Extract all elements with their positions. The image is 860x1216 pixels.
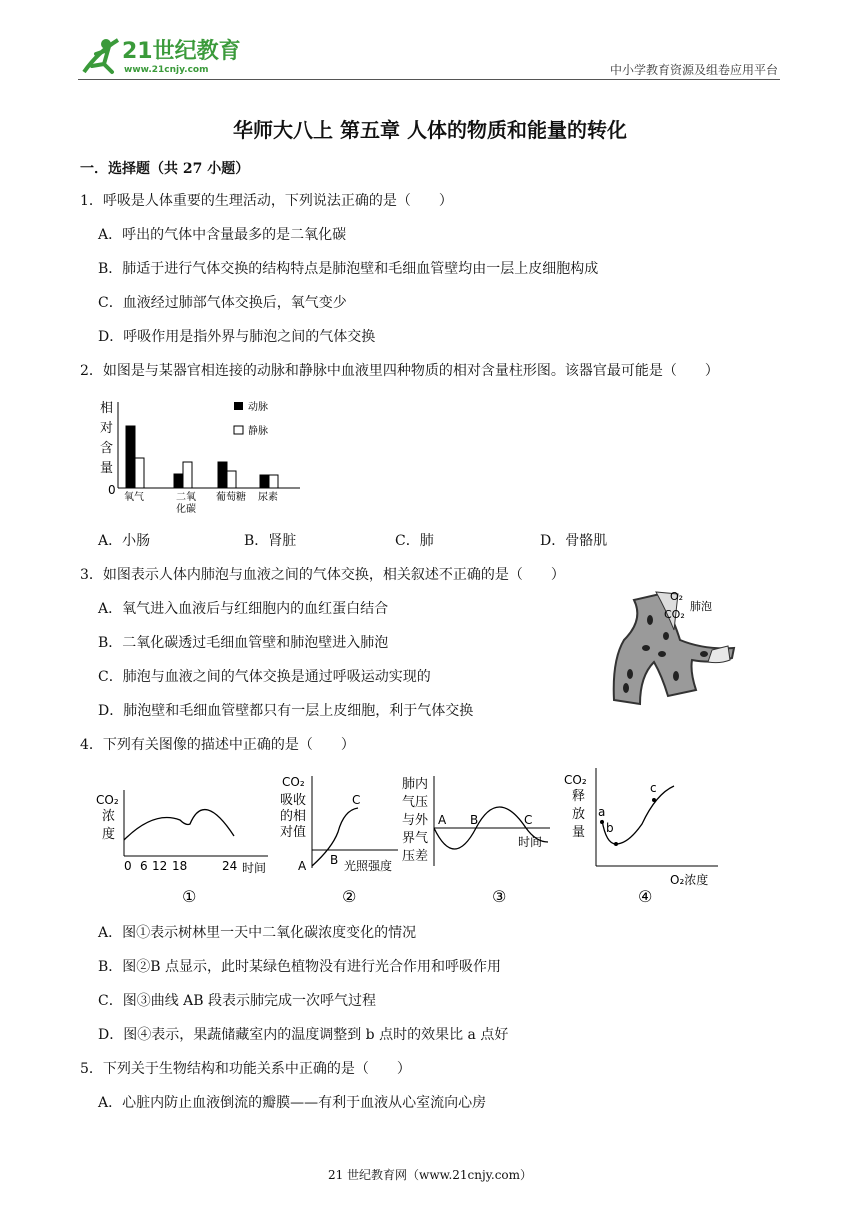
question-1-stem: 1．呼吸是人体重要的生理活动，下列说法正确的是（ ） [80, 193, 453, 209]
header-divider [78, 79, 780, 80]
g4-point-b: b [606, 821, 614, 835]
question-4-option-c: C．图③曲线 AB 段表示肺完成一次呼气过程 [98, 993, 377, 1009]
g4-point-c: c [650, 781, 657, 795]
platform-name: 中小学教育资源及组卷应用平台 [609, 63, 778, 77]
g1-tick-18: 18 [172, 859, 188, 873]
ylabel-char: 量 [100, 461, 114, 476]
q4-graph-4 [562, 764, 732, 906]
question-3-stem: 3．如图表示人体内肺泡与血液之间的气体交换，相关叙述不正确的是（ ） [80, 567, 565, 583]
question-5-stem: 5．下列关于生物结构和功能关系中正确的是（ ） [80, 1061, 411, 1077]
question-4-stem: 4．下列有关图像的描述中正确的是（ ） [80, 737, 355, 753]
question-2-option-c: C．肺 [395, 533, 434, 549]
question-2-option-d: D．骨骼肌 [540, 533, 608, 549]
category-label: 化碳 [176, 504, 196, 515]
g4-ylabel-3: 量 [572, 825, 586, 840]
question-1-option-a: A．呼出的气体中含量最多的是二氧化碳 [98, 227, 347, 243]
g3-point-b: B [470, 813, 479, 827]
g2-caption: ② [342, 887, 357, 906]
legend-swatch-vein [234, 426, 243, 434]
category-label: 葡萄糖 [216, 492, 246, 503]
bar-artery [218, 462, 227, 488]
g2-point-c: C [352, 793, 361, 807]
site-logo [78, 32, 248, 76]
g2-ylabel-1: 吸收 [280, 793, 307, 808]
g3-ylabel-1: 气压 [402, 795, 429, 810]
g2-point-a: A [298, 859, 307, 873]
g1-ylabel-1: 浓 [102, 809, 116, 824]
o2-label: O₂ [670, 590, 684, 603]
g2-xlabel: 光照强度 [344, 859, 393, 873]
q2-bar-chart [96, 396, 316, 520]
q4-graph-3 [402, 770, 554, 906]
legend-label-artery: 动脉 [248, 402, 268, 413]
question-2-option-a: A．小肠 [98, 533, 151, 549]
logo-text: 21世纪教育 [122, 39, 241, 64]
g1-ylabel-2: 度 [102, 827, 116, 842]
question-1-option-b: B．肺适于进行气体交换的结构特点是肺泡壁和毛细血管壁均由一层上皮细胞构成 [98, 261, 599, 277]
g4-ylabel-0: CO₂ [564, 773, 587, 787]
g1-tick-12: 12 [152, 859, 168, 873]
q4-graph-1 [94, 770, 280, 906]
alveolus-label: 肺泡 [690, 600, 712, 613]
ylabel-char: 相 [100, 401, 114, 416]
g1-tick-24: 24 [222, 859, 238, 873]
question-4-option-d: D．图④表示，果蔬储藏室内的温度调整到 b 点时的效果比 a 点好 [98, 1027, 509, 1043]
question-3-option-c: C．肺泡与血液之间的气体交换是通过呼吸运动实现的 [98, 669, 431, 685]
bar-vein [269, 475, 278, 488]
category-label: 尿素 [258, 492, 278, 503]
g3-ylabel-2: 与外 [402, 813, 429, 828]
question-3-option-a: A．氧气进入血液后与红细胞内的血红蛋白结合 [98, 601, 389, 617]
bar-vein [183, 462, 192, 488]
question-4-option-a: A．图①表示树林里一天中二氧化碳浓度变化的情况 [98, 925, 417, 941]
question-2-stem: 2．如图是与某器官相连接的动脉和静脉中血液里四种物质的相对含量柱形图。该器官最可能是（ ） [80, 363, 719, 379]
question-5-option-a: A．心脏内防止血液倒流的瓣膜——有利于血液从心室流向心房 [98, 1095, 487, 1111]
page-title: 华师大八上 第五章 人体的物质和能量的转化 [233, 118, 627, 142]
g4-ylabel-1: 释 [572, 789, 586, 804]
bar-vein [227, 471, 236, 488]
legend-swatch-artery [234, 402, 243, 410]
section-heading: 一．选择题（共 27 小题） [80, 161, 250, 177]
question-3-option-b: B．二氧化碳透过毛细血管壁和肺泡壁进入肺泡 [98, 635, 389, 651]
question-1-option-c: C．血液经过肺部气体交换后，氧气变少 [98, 295, 347, 311]
g4-ylabel-2: 放 [572, 807, 586, 822]
g4-point-a: a [598, 805, 606, 819]
g2-ylabel-0: CO₂ [282, 775, 305, 789]
g1-xlabel: 时间 [242, 861, 267, 875]
page-footer: 21 世纪教育网（www.21cnjy.com） [327, 1168, 533, 1182]
ylabel-char: 含 [100, 441, 114, 456]
bar-vein [135, 458, 144, 488]
g3-point-c: C [524, 813, 533, 827]
bar-artery [260, 475, 269, 488]
bar-artery [174, 474, 183, 488]
q4-graph-2 [276, 770, 416, 906]
category-label: 二氧 [176, 492, 196, 503]
question-3-option-d: D．肺泡壁和毛细血管壁都只有一层上皮细胞，利于气体交换 [98, 703, 474, 719]
g4-caption: ④ [638, 887, 653, 906]
y-axis-label [100, 400, 113, 476]
g3-xlabel: 时间 [518, 835, 543, 849]
g3-point-a: A [438, 813, 447, 827]
g4-xlabel: O₂浓度 [670, 873, 709, 887]
g3-ylabel-3: 界气 [402, 831, 429, 846]
g3-caption: ③ [492, 887, 507, 906]
g1-ylabel-0: CO₂ [96, 793, 119, 807]
question-4-option-b: B．图②B 点显示，此时某绿色植物没有进行光合作用和呼吸作用 [98, 959, 502, 975]
runner-logo-icon [78, 32, 248, 76]
logo-url: www.21cnjy.com [124, 65, 209, 75]
origin-label: 0 [108, 483, 116, 497]
question-1-option-d: D．呼吸作用是指外界与肺泡之间的气体交换 [98, 329, 376, 345]
question-2-option-b: B．肾脏 [244, 533, 297, 549]
g1-tick-0: 0 [124, 859, 132, 873]
g2-ylabel-3: 对值 [280, 825, 307, 840]
g3-ylabel-0: 肺内 [402, 777, 429, 792]
g2-point-b: B [330, 853, 339, 867]
g1-tick-6: 6 [140, 859, 148, 873]
legend-label-vein: 静脉 [248, 426, 268, 437]
co2-label: CO₂ [664, 608, 685, 621]
alveolus-gas-exchange-figure [604, 580, 754, 730]
bar-artery [126, 426, 135, 488]
category-label: 氧气 [124, 492, 144, 503]
g2-ylabel-2: 的相 [280, 809, 307, 824]
g1-caption: ① [182, 887, 197, 906]
g3-ylabel-4: 压差 [402, 849, 429, 864]
ylabel-char: 对 [100, 421, 114, 436]
